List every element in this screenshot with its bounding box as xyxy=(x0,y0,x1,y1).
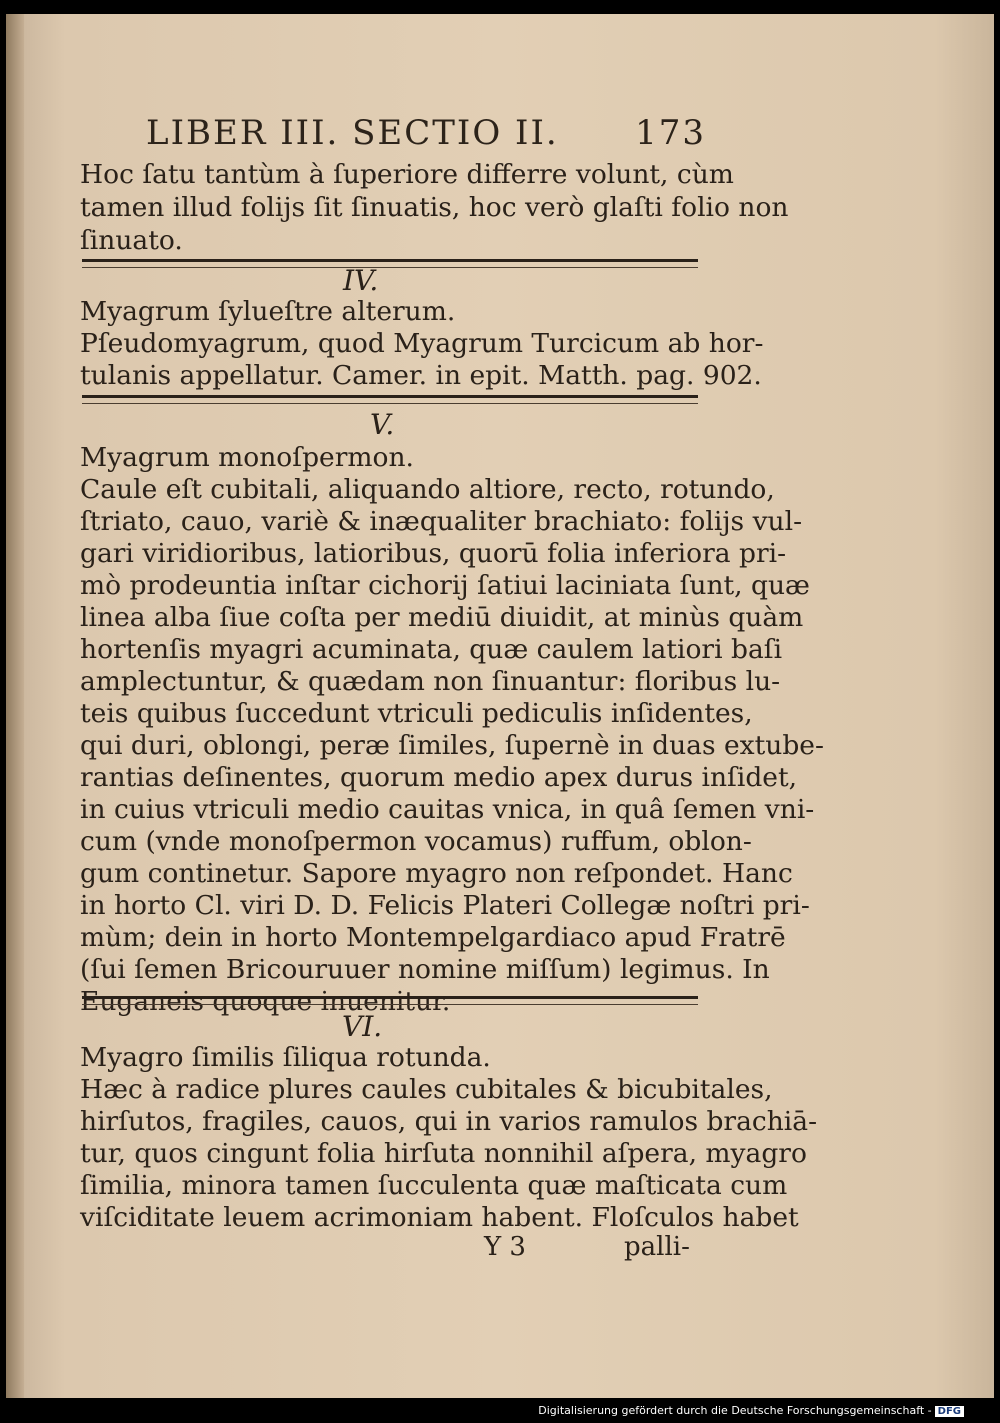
section-divider xyxy=(82,996,698,1005)
text-line: mò prodeuntia inſtar cichorij ſatiui laciniata ſunt, quæ xyxy=(80,570,810,601)
page-number: 173 xyxy=(635,113,706,153)
text-line: in cuius vtriculi medio cauitas vnica, in quâ ſemen vni- xyxy=(80,794,815,825)
text-line: gum continetur. Sapore myagro non reſpondet. Hanc xyxy=(80,858,793,889)
text-line: Myagrum ſylueſtre alterum. xyxy=(80,296,456,327)
text-line: cum (vnde monoſpermon vocamus) ruffum, oblon- xyxy=(80,826,752,857)
section-numeral: V. xyxy=(370,408,395,441)
text-line: hortenſis myagri acuminata, quæ caulem latiori baſi xyxy=(80,634,783,665)
section-divider xyxy=(82,395,698,404)
dfg-logo: DFG xyxy=(935,1406,964,1417)
credit-text: Digitalisierung gefördert durch die Deutsche Forschungsgemeinschaft - xyxy=(538,1404,932,1417)
text-line: ſinuato. xyxy=(80,225,183,256)
digitization-credit xyxy=(538,1404,964,1417)
text-line: tur, quos cingunt folia hirſuta nonnihil aſpera, myagro xyxy=(80,1138,807,1169)
catchword: palli- xyxy=(624,1232,690,1262)
text-line: Myagrum monoſpermon. xyxy=(80,442,414,473)
text-line: ſimilia, minora tamen ſucculenta quæ maſticata cum xyxy=(80,1170,788,1201)
page-edge xyxy=(6,14,24,1398)
text-line: tulanis appellatur. Camer. in epit. Matth. pag. 902. xyxy=(80,360,762,391)
text-line: ſtriato, cauo, variè & inæqualiter brachiato: folijs vul- xyxy=(80,506,803,537)
text-line: amplectuntur, & quædam non ſinuantur: floribus lu- xyxy=(80,666,781,697)
text-line: Myagro ſimilis ſiliqua rotunda. xyxy=(80,1042,491,1073)
text-line: viſciditate leuem acrimoniam habent. Floſculos habet xyxy=(80,1202,799,1233)
text-line: Hoc ſatu tantùm à ſuperiore differre volunt, cùm xyxy=(80,159,734,190)
running-title: LIBER III. SECTIO II. xyxy=(146,113,559,153)
text-line: Hæc à radice plures caules cubitales & bicubitales, xyxy=(80,1074,773,1105)
text-line: mùm; dein in horto Montempelgardiaco apud Fratrē xyxy=(80,922,786,953)
text-line: teis quibus ſuccedunt vtriculi pediculis inſidentes, xyxy=(80,698,753,729)
text-line: (ſui ſemen Bricouruuer nomine miſſum) legimus. In xyxy=(80,954,770,985)
text-line: hirſutos, fragiles, cauos, qui in varios ramulos brachiā- xyxy=(80,1106,818,1137)
text-line: in horto Cl. viri D. D. Felicis Plateri Collegæ noſtri pri- xyxy=(80,890,810,921)
text-line: Euganeis quoque inuenitur. xyxy=(80,986,451,1017)
text-line: Caule eſt cubitali, aliquando altiore, recto, rotundo, xyxy=(80,474,775,505)
text-line: tamen illud folijs ſit ſinuatis, hoc verò glaſti folio non xyxy=(80,192,789,223)
text-line: qui duri, oblongi, peræ ſimiles, ſupernè in duas extube- xyxy=(80,730,824,761)
text-line: Pſeudomyagrum, quod Myagrum Turcicum ab hor- xyxy=(80,328,764,359)
text-line: gari viridioribus, latioribus, quorū folia inferiora pri- xyxy=(80,538,787,569)
section-numeral: IV. xyxy=(343,264,379,297)
text-line: rantias deſinentes, quorum medio apex durus inſidet, xyxy=(80,762,798,793)
section-numeral: VI. xyxy=(342,1010,383,1043)
signature-mark: Y 3 xyxy=(484,1232,526,1262)
section-divider xyxy=(82,259,698,268)
running-header xyxy=(146,113,706,163)
text-line: linea alba ſiue coſta per mediū diuidit, at minùs quàm xyxy=(80,602,804,633)
